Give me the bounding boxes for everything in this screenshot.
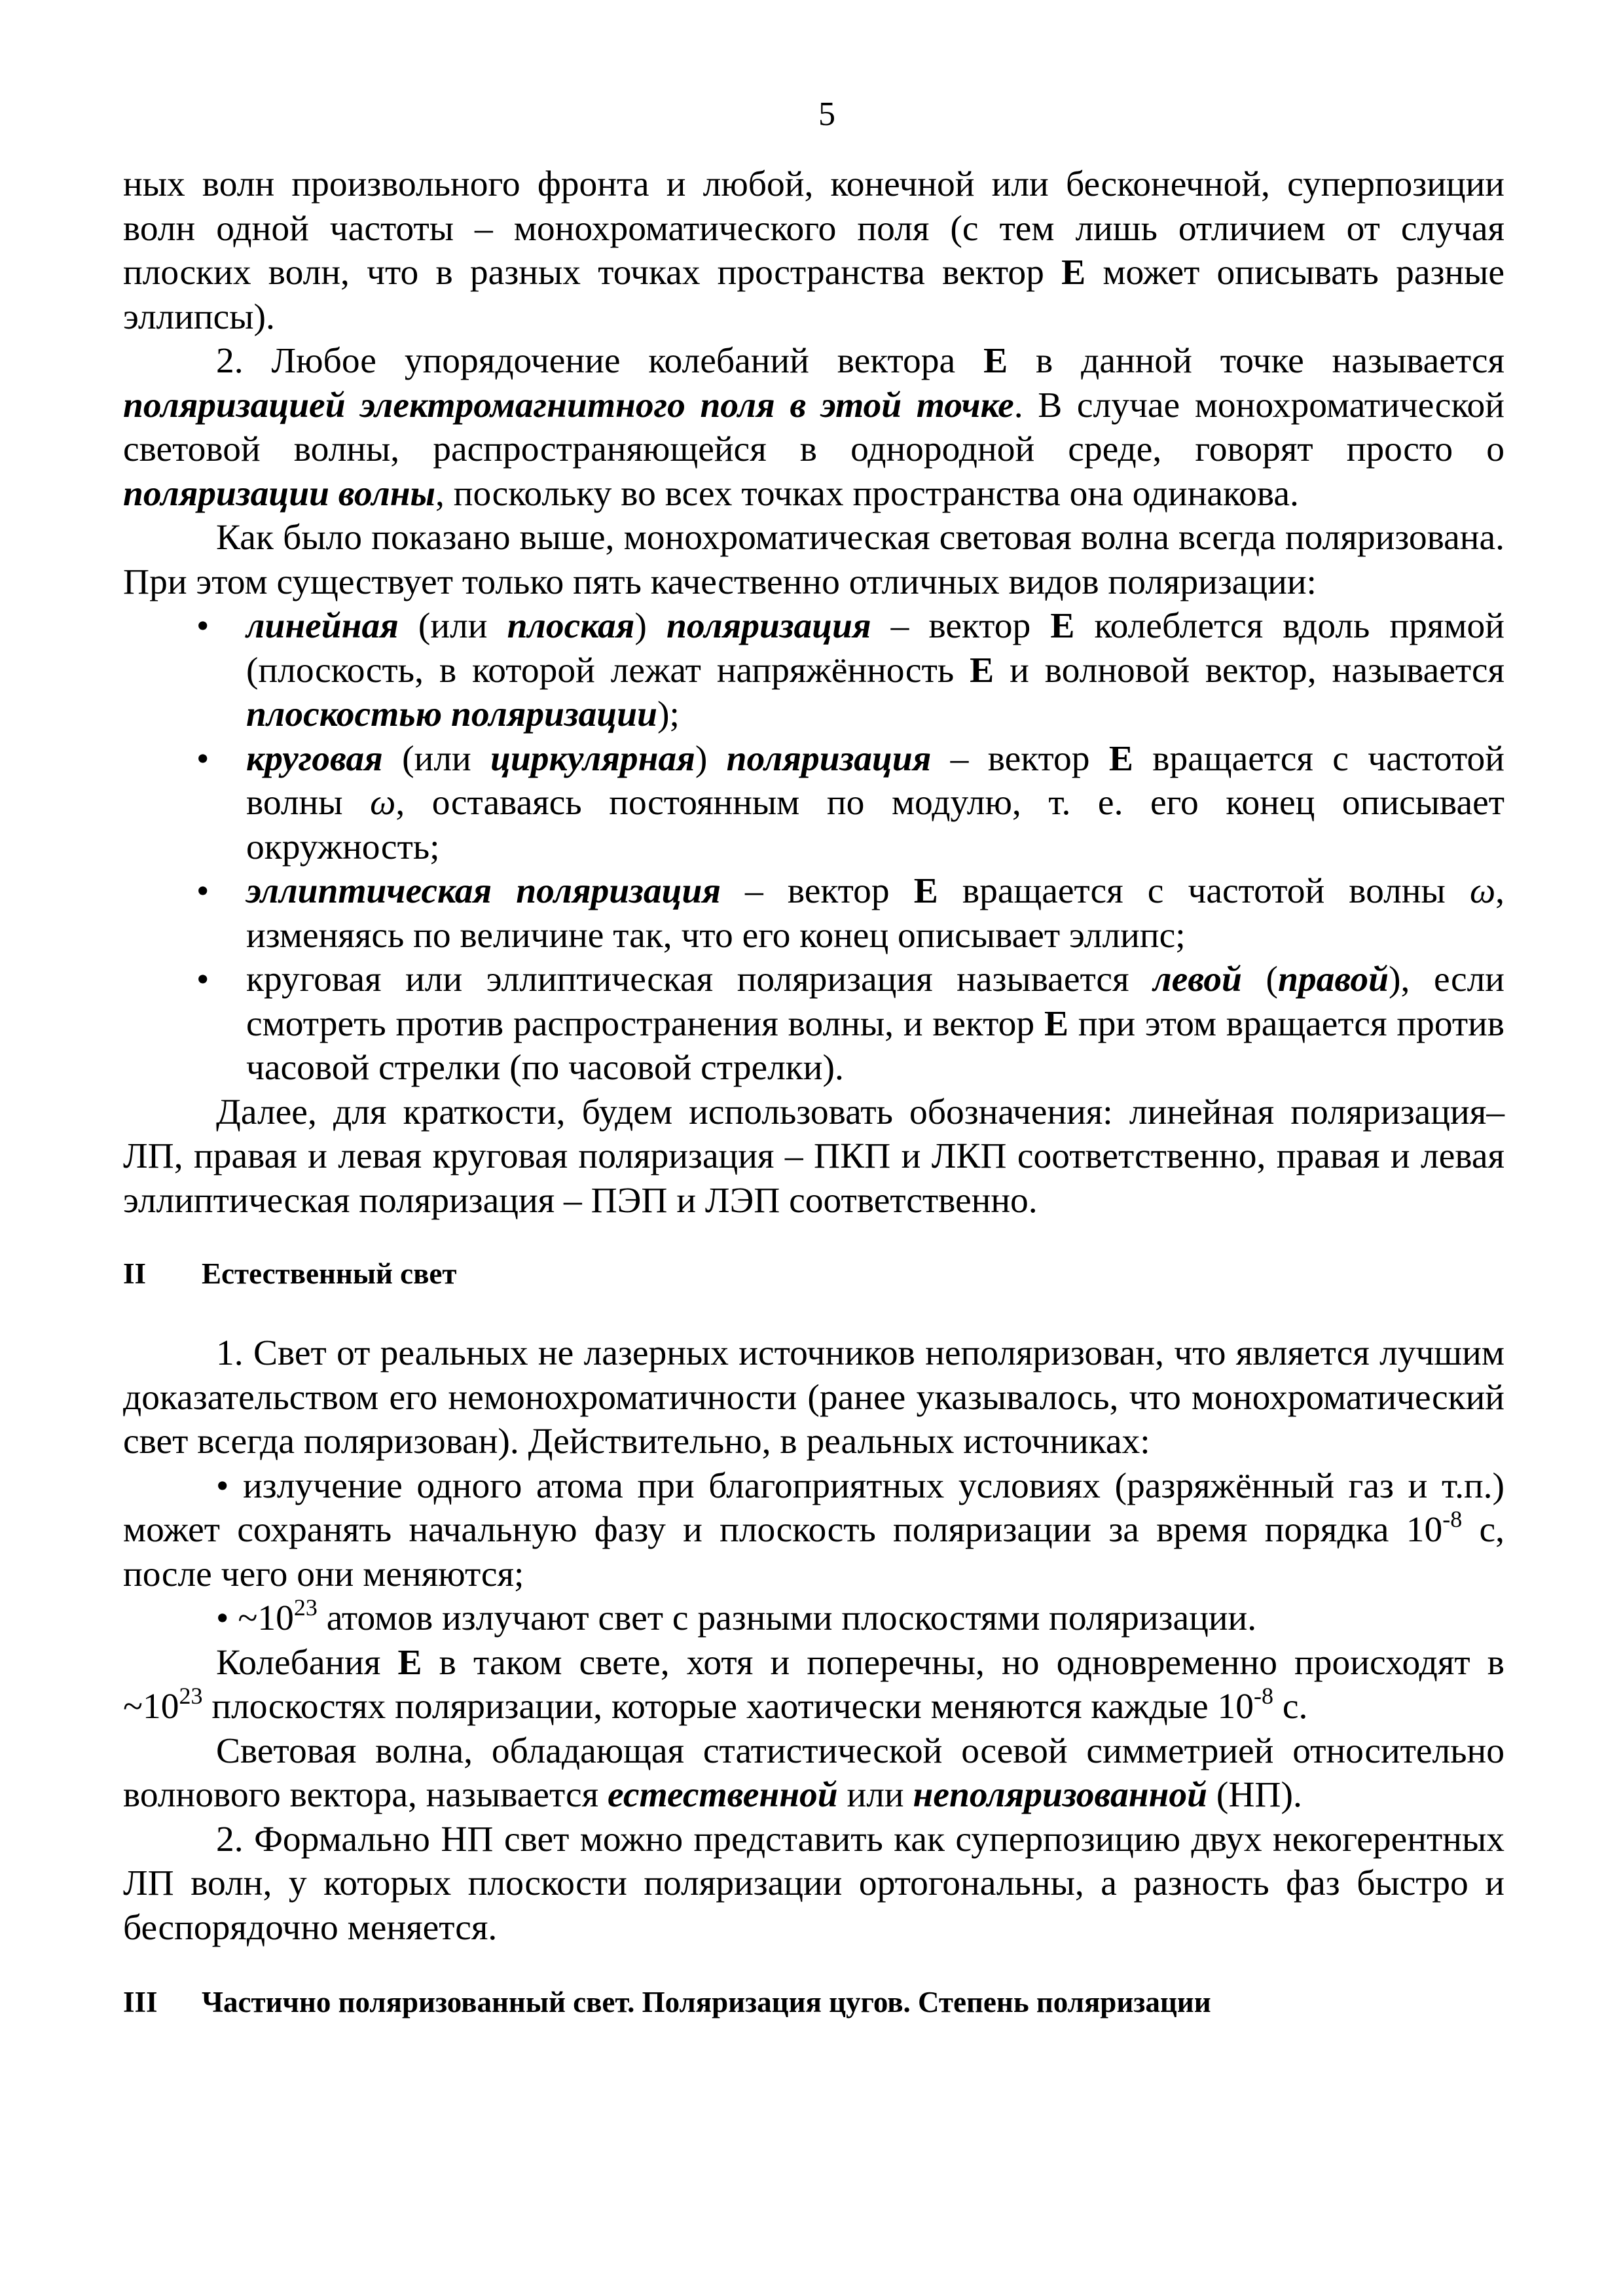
section-number: II <box>123 1257 147 1290</box>
document-page <box>123 92 1504 2022</box>
paragraph-five-types: Как было показано выше, монохроматическая световая волна всегда поляризована. При этом существует только пять качественно отличных видов поляризации: <box>123 518 1504 602</box>
section-number: III <box>123 1986 158 2018</box>
section-title: Частично поляризованный свет. Поляризация цугов. Степень поляризации <box>202 1986 1211 2018</box>
list-item: • линейная (или плоская) поляризация – вектор E колеблется вдоль прямой (плоскость, в которой лежат напряжённость E и волновой вектор, называется плоскостью поляризации); <box>123 604 1504 737</box>
term-unpolarized: неполяризованной <box>913 1775 1207 1815</box>
term-wave-polarization: поляризации волны <box>123 473 436 514</box>
polarization-types-list <box>123 604 1504 1090</box>
list-item: • $\sim 10^{23}$ атомов излучают свет с разными плоскостями поляризации. <box>216 1594 1257 1638</box>
bullet-icon: • <box>196 960 210 999</box>
paragraph-real-sources: 1. Свет от реальных не лазерных источников неполяризован, что является лучшим доказательством его немонохроматичности (ранее указывалось, что монохроматический свет всегда поляризован). Действительно, в реальных источниках: <box>123 1333 1504 1462</box>
term-natural: естественной <box>607 1775 838 1815</box>
page-number: 5 <box>818 96 835 133</box>
bullet-icon: • <box>196 738 210 779</box>
bullet-icon: • <box>196 871 210 911</box>
paragraph-continuation: ных волн произвольного фронта и любой, конечной или бесконечной, суперпозиции волн одной частоты – монохроматического поля (с тем лишь отличием от случая плоских волн, что в разных точках пространства вектор E может описывать разные эллипсы). <box>123 164 1504 337</box>
section-heading-partial-polarization <box>123 1982 1504 2022</box>
list-item: • круговая или эллиптическая поляризация называется левой (правой), если смотреть против распространения волны, и вектор E при этом вращается против часовой стрелки (по часовой стрелки). <box>123 958 1504 1090</box>
bullet-icon: • <box>196 606 210 646</box>
paragraph-polarization-definition: 2. Любое упорядочение колебаний вектора E в данной точке называется поляризацией электромагнитного поля в этой точке. В случае монохроматической световой волны, распространяющейся в однородной среде, говорят просто о поляризации волны, поскольку во всех точках пространства она одинакова. <box>123 341 1505 514</box>
paragraph-oscillations: Колебания E в таком свете, хотя и поперечны, но одновременно происходят в $\sim 10^{23}$ плоскостях поляризации, которые хаотически меняются каждые $10^{-8}$ с. <box>123 1642 1504 1727</box>
list-item: • излучение одного атома при благоприятных условиях (разряжённый газ и т.п.) может сохранять начальную фазу и плоскость поляризации за время порядка $10^{-8}$ с, после чего они меняются; <box>123 1465 1504 1594</box>
bullet-icon: • <box>216 1598 229 1638</box>
paragraph-natural-definition: Световая волна, обладающая статистической осевой симметрией относительно волнового вектора, называется естественной или неполяризованной (НП). <box>123 1731 1504 1815</box>
section-heading-natural-light <box>123 1254 1504 1293</box>
section-title: Естественный свет <box>202 1257 457 1290</box>
term-field-polarization: поляризацией электромагнитного поля в этой точке <box>123 385 1014 425</box>
bullet-icon: • <box>216 1465 229 1506</box>
paragraph-superposition: 2. Формально НП свет можно представить как суперпозицию двух некогерентных ЛП волн, у которых плоскости поляризации ортогональны, а разность фаз быстро и беспорядочно меняется. <box>123 1819 1504 1948</box>
list-item: • круговая (или циркулярная) поляризация – вектор E вращается с частотой волны ω, оставаясь постоянным по модулю, т. е. его конец описывает окружность; <box>123 737 1504 870</box>
paragraph-abbreviations: Далее, для краткости, будем использовать обозначения: линейная поляризация– ЛП, правая и левая круговая поляризация – ПКП и ЛКП соответственно, правая и левая эллиптическая поляризация – ПЭП и ЛЭП соответственно. <box>123 1092 1504 1221</box>
list-item: • эллиптическая поляризация – вектор E вращается с частотой волны ω, изменяясь по величине так, что его конец описывает эллипс; <box>123 869 1504 958</box>
